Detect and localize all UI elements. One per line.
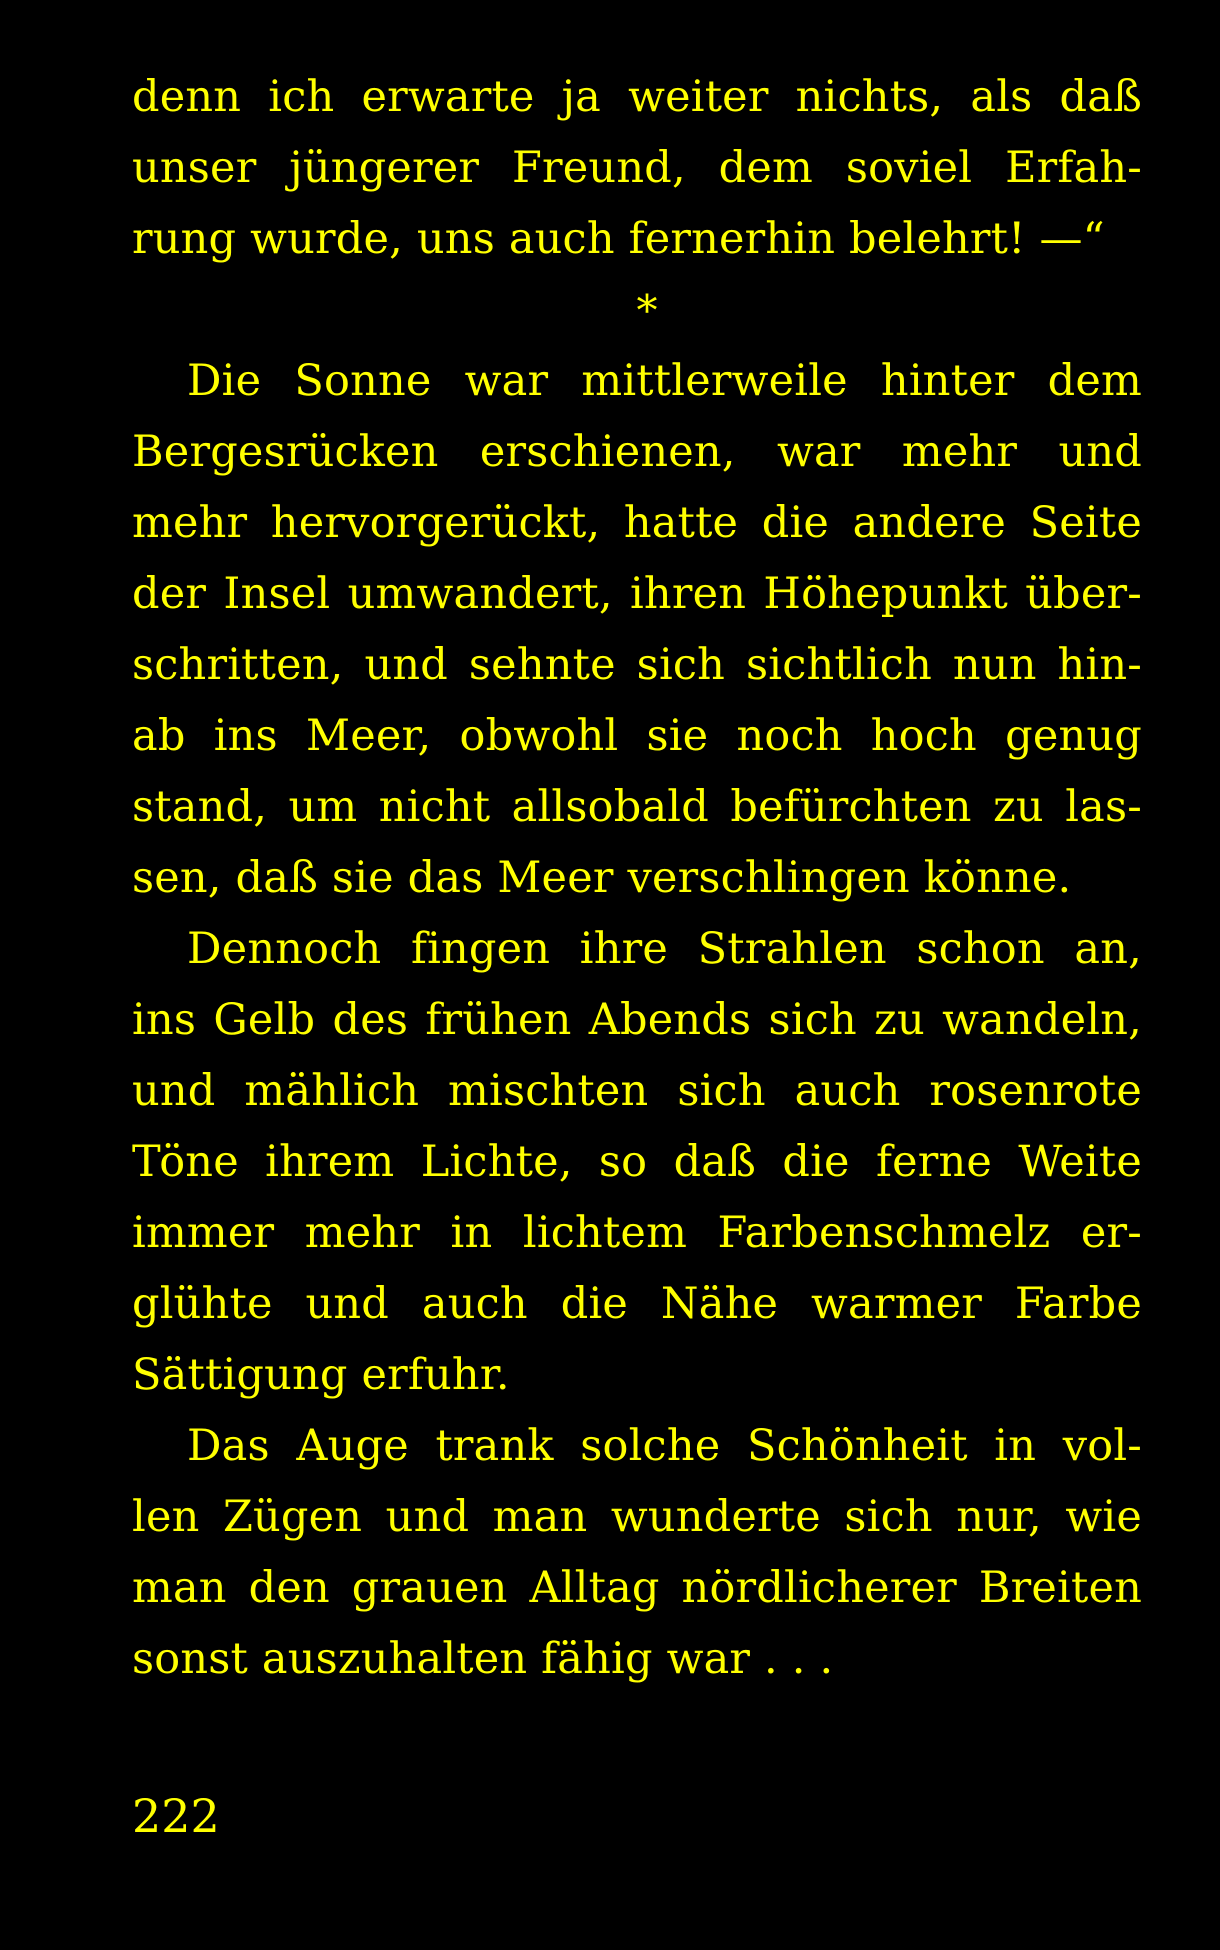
- text-line: Dennoch fingen ihre Strahlen schon an,: [187, 924, 1142, 974]
- text-line: Bergesrücken erschienen, war mehr und: [132, 427, 1142, 477]
- page-number: 222: [132, 1789, 220, 1843]
- text-line: ab ins Meer, obwohl sie noch hoch genug: [132, 711, 1142, 761]
- text-line: rung wurde, uns auch fernerhin belehrt! —“: [132, 214, 1105, 264]
- text-line: len Zügen und man wunderte sich nur, wie: [132, 1492, 1142, 1542]
- text-line: man den grauen Alltag nördlicherer Breiten: [132, 1563, 1142, 1613]
- paragraph-3: [132, 914, 1142, 1411]
- text-line: unser jüngerer Freund, dem soviel Erfah-: [132, 143, 1142, 193]
- section-separator: *: [636, 286, 658, 335]
- paragraph-4: [132, 1411, 1142, 1695]
- text-line: sonst auszuhalten fähig war . . .: [132, 1634, 834, 1684]
- text-line: der Insel umwandert, ihren Höhepunkt über-: [132, 569, 1142, 619]
- paragraph-2: [132, 346, 1142, 914]
- text-line: glühte und auch die Nähe warmer Farbe: [132, 1279, 1142, 1329]
- text-line: Sättigung erfuhr.: [132, 1350, 510, 1400]
- text-line: denn ich erwarte ja weiter nichts, als daß: [132, 72, 1142, 122]
- text-line: sen, daß sie das Meer verschlingen könne.: [132, 853, 1072, 903]
- paragraph-1: [132, 62, 1142, 275]
- text-line: immer mehr in lichtem Farbenschmelz er-: [132, 1208, 1142, 1258]
- text-line: mehr hervorgerückt, hatte die andere Seite: [132, 498, 1142, 548]
- text-line: und mählich mischten sich auch rosenrote: [132, 1066, 1142, 1116]
- text-line: ins Gelb des frühen Abends sich zu wandeln,: [132, 995, 1142, 1045]
- text-line: Das Auge trank solche Schönheit in vol-: [187, 1421, 1142, 1471]
- text-line: Die Sonne war mittlerweile hinter dem: [187, 356, 1142, 406]
- book-page-text: [132, 62, 1142, 1695]
- text-line: Töne ihrem Lichte, so daß die ferne Weite: [132, 1137, 1142, 1187]
- text-line: stand, um nicht allsobald befürchten zu las-: [132, 782, 1142, 832]
- text-line: schritten, und sehnte sich sichtlich nun hin-: [132, 640, 1142, 690]
